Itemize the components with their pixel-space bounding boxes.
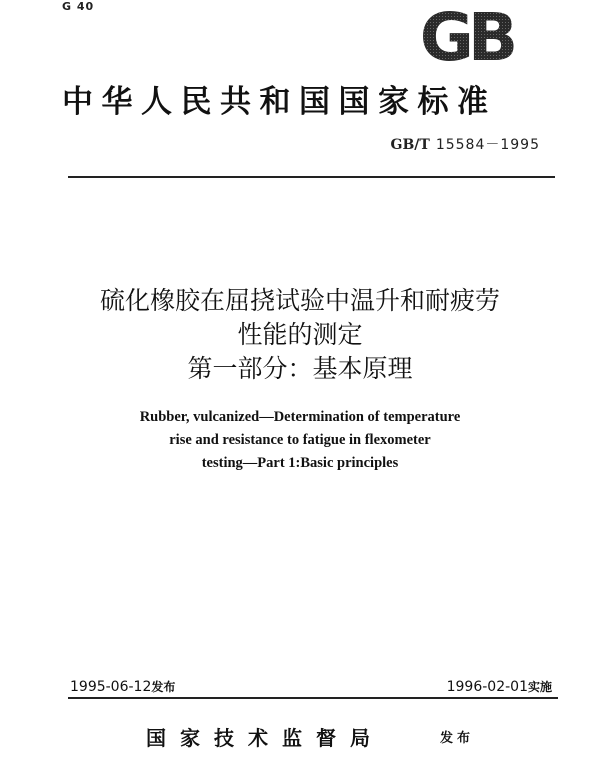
english-title-line-1: Rubber, vulcanized—Determination of temperature: [139, 409, 461, 425]
standard-number-value: 15584－1995: [435, 137, 540, 153]
top-divider: [68, 176, 555, 178]
issue-date: [70, 678, 175, 695]
english-title-line-3: testing—Part 1:Basic principles: [201, 455, 399, 471]
chinese-title: [40, 284, 560, 386]
chinese-title-line-2: 性能的测定: [237, 320, 363, 349]
standard-number: [391, 134, 541, 154]
issuing-authority: 国家技术监督局: [146, 726, 384, 750]
national-standard-title: 中华人民共和国国家标准: [62, 84, 497, 120]
issue-date-value: 1995-06-12: [70, 679, 152, 695]
issuing-authority-suffix: 发布: [440, 731, 475, 746]
bottom-divider: [68, 697, 558, 699]
english-title: [60, 406, 540, 475]
chinese-title-line-3: 第一部分：基本原理: [187, 354, 413, 383]
classification-code: G 40: [62, 0, 95, 13]
implementation-date-suffix: 实施: [527, 680, 552, 694]
chinese-title-line-1: 硫化橡胶在屈挠试验中温升和耐疲劳: [99, 286, 500, 315]
english-title-line-2: rise and resistance to fatigue in flexometer: [169, 432, 431, 448]
implementation-date-value: 1996-02-01: [446, 679, 528, 695]
standard-code: GB/T: [390, 137, 430, 153]
implementation-date: [447, 678, 552, 695]
gb-logo: [412, 4, 520, 66]
issue-date-suffix: 发布: [151, 680, 176, 694]
gb-logo-text: GB: [419, 4, 513, 66]
